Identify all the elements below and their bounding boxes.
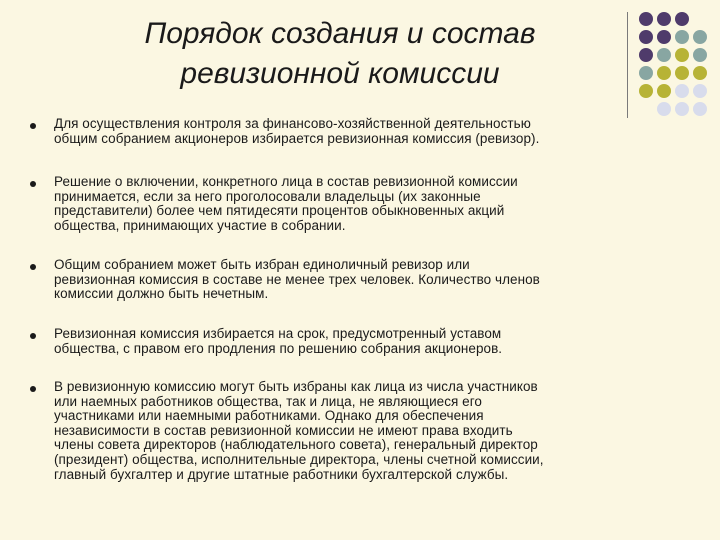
bullet-dot (30, 264, 36, 270)
bullet-text: В ревизионную комиссию могут быть избраны как лица из числа участников или наемных работников общества, так и лица, не являющиеся его участниками или наемными работниками. Однако для обеспечения независимости в состав ревизионной комиссии не имеют права входить члены совета директоров (наблюдательного совета), генеральный директор (президент) общества, исполнительные директора, члены счетной комиссии, главный бухгалтер и другие штатные работники бухгалтерской службы. (54, 379, 544, 482)
decor-dot (639, 30, 653, 44)
decor-dot (675, 12, 689, 26)
decor-dot (675, 84, 689, 98)
decor-dot (693, 30, 707, 44)
decor-dot (675, 102, 689, 116)
decor-dot (639, 48, 653, 62)
bullet-dot (30, 181, 36, 187)
bullet-dot (30, 333, 36, 339)
decor-dot (675, 48, 689, 62)
decor-divider (627, 12, 628, 118)
decor-dot (675, 66, 689, 80)
decor-dot (693, 102, 707, 116)
decor-dot-grid (633, 12, 717, 120)
slide-title: Порядок создания и состав ревизионной комиссии (144, 17, 536, 90)
decor-dot (675, 30, 689, 44)
bullet-dot (30, 123, 36, 129)
decor-dot (639, 84, 653, 98)
bullet-text: Решение о включении, конкретного лица в состав ревизионной комиссии принимается, если за него проголосовали владельцы (их законные представители) более чем пятидесяти процентов обыкновенных акций общества, принимающих участие в собрании. (54, 174, 518, 233)
bullet-text: Ревизионная комиссия избирается на срок, предусмотренный уставом общества, с правом его продления по решению собрания акционеров. (54, 326, 503, 356)
decor-dot (657, 48, 671, 62)
bullet-text: Общим собранием может быть избран единоличный ревизор или ревизионная комиссия в составе не менее трех человек. Количество членов комиссии должно быть нечетным. (54, 257, 540, 302)
decor-dot (693, 66, 707, 80)
decor-dot (657, 12, 671, 26)
decor-dot (693, 84, 707, 98)
decor-dot (657, 84, 671, 98)
bullet-text: Для осуществления контроля за финансово-хозяйственной деятельностью общим собранием акционеров избирается ревизионная комиссия (ревизор). (54, 116, 540, 146)
bullet-dot (30, 386, 36, 392)
decor-dot (657, 102, 671, 116)
decor-dot (639, 66, 653, 80)
decor-dot (657, 30, 671, 44)
decor-dot (657, 66, 671, 80)
decor-dot (639, 12, 653, 26)
decor-dot (693, 48, 707, 62)
